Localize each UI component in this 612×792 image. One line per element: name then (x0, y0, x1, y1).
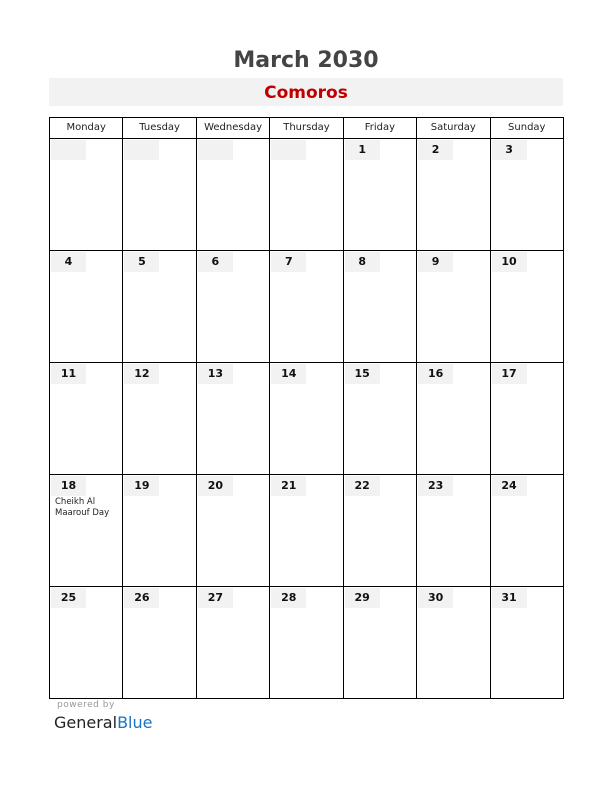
day-number: 12 (124, 364, 159, 384)
generalblue-logo[interactable] (54, 712, 152, 734)
day-cell[interactable] (490, 587, 563, 699)
day-cell[interactable] (343, 363, 416, 475)
day-number: 21 (271, 476, 306, 496)
day-cell[interactable] (123, 251, 196, 363)
day-cell[interactable] (50, 139, 123, 251)
country-banner (49, 78, 563, 106)
day-cell[interactable] (123, 139, 196, 251)
day-cell[interactable] (490, 475, 563, 587)
day-number: 11 (51, 364, 86, 384)
weekday-header: Thursday (270, 118, 343, 139)
day-cell[interactable] (196, 139, 269, 251)
day-number: 15 (345, 364, 380, 384)
day-cell[interactable] (50, 587, 123, 699)
day-number: 26 (124, 588, 159, 608)
day-cell[interactable] (123, 475, 196, 587)
calendar-grid (49, 117, 564, 699)
day-cell[interactable] (196, 475, 269, 587)
weekday-header: Saturday (417, 118, 490, 139)
day-cell[interactable] (417, 251, 490, 363)
day-number: 25 (51, 588, 86, 608)
powered-by-label: powered by (57, 700, 115, 710)
day-cell[interactable] (270, 587, 343, 699)
weekday-header: Monday (50, 118, 123, 139)
day-number: 18 (51, 476, 86, 496)
weekday-header: Sunday (490, 118, 563, 139)
empty-day-box (271, 140, 306, 160)
day-cell[interactable] (196, 363, 269, 475)
day-number: 27 (198, 588, 233, 608)
day-number: 14 (271, 364, 306, 384)
country-name: Comoros (264, 83, 348, 103)
day-number: 30 (418, 588, 453, 608)
day-number: 5 (124, 252, 159, 272)
day-cell[interactable] (417, 587, 490, 699)
day-number: 2 (418, 140, 453, 160)
brand-blue: Blue (117, 713, 153, 732)
day-number: 1 (345, 140, 380, 160)
day-cell[interactable] (196, 587, 269, 699)
calendar-body (50, 139, 564, 699)
day-number: 10 (492, 252, 527, 272)
day-number: 17 (492, 364, 527, 384)
day-cell[interactable] (50, 251, 123, 363)
day-cell[interactable] (343, 587, 416, 699)
week-row (50, 139, 564, 251)
day-number: 23 (418, 476, 453, 496)
day-number: 3 (492, 140, 527, 160)
day-number: 9 (418, 252, 453, 272)
day-number: 24 (492, 476, 527, 496)
day-number: 22 (345, 476, 380, 496)
day-number: 13 (198, 364, 233, 384)
day-number: 6 (198, 252, 233, 272)
day-cell[interactable] (270, 475, 343, 587)
day-number: 16 (418, 364, 453, 384)
day-number: 20 (198, 476, 233, 496)
weekday-header-row (50, 118, 564, 139)
day-number: 31 (492, 588, 527, 608)
day-cell[interactable] (50, 363, 123, 475)
brand-general: General (54, 713, 118, 732)
day-number: 7 (271, 252, 306, 272)
week-row (50, 475, 564, 587)
day-cell[interactable] (270, 363, 343, 475)
day-cell[interactable] (270, 251, 343, 363)
day-number: 19 (124, 476, 159, 496)
day-cell[interactable] (270, 139, 343, 251)
empty-day-box (51, 140, 86, 160)
day-number: 28 (271, 588, 306, 608)
day-number: 29 (345, 588, 380, 608)
day-cell[interactable] (490, 363, 563, 475)
day-cell[interactable] (343, 139, 416, 251)
day-cell[interactable] (343, 475, 416, 587)
weekday-header: Wednesday (196, 118, 269, 139)
day-cell[interactable] (417, 475, 490, 587)
day-cell[interactable] (417, 139, 490, 251)
week-row (50, 587, 564, 699)
day-cell[interactable] (123, 363, 196, 475)
weekday-header: Friday (343, 118, 416, 139)
day-cell[interactable] (196, 251, 269, 363)
day-cell[interactable] (50, 475, 123, 587)
day-cell[interactable] (490, 251, 563, 363)
week-row (50, 251, 564, 363)
day-cell[interactable] (123, 587, 196, 699)
holiday-label: Cheikh Al Maarouf Day (55, 497, 110, 518)
day-number: 4 (51, 252, 86, 272)
day-cell[interactable] (343, 251, 416, 363)
empty-day-box (124, 140, 159, 160)
weekday-header: Tuesday (123, 118, 196, 139)
day-number: 8 (345, 252, 380, 272)
day-cell[interactable] (417, 363, 490, 475)
page-title: March 2030 (233, 48, 379, 73)
week-row (50, 363, 564, 475)
day-cell[interactable] (490, 139, 563, 251)
empty-day-box (198, 140, 233, 160)
